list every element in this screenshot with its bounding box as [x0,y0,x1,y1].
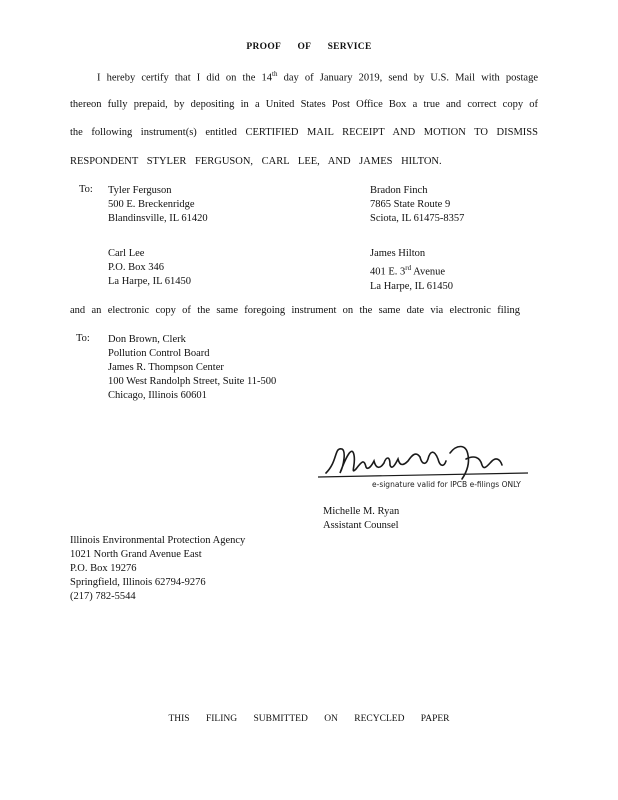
signature-note: e-signature valid for IPCB e-filings ONLY [372,480,521,489]
handwritten-signature [316,435,536,490]
recipient-ferguson: Tyler Ferguson 500 E. Breckenridge Blandinsville, IL 61420 [108,185,208,224]
certify-line-4: RESPONDENT STYLER FERGUSON, CARL LEE, AND JAMES HILTON. [70,156,442,167]
certify-line-1: I hereby certify that I did on the 14th day of January 2019, send by U.S. Mail with postage [97,70,538,84]
recipient-hilton: James Hilton 401 E. 3rd Avenue La Harpe, IL 61450 [370,248,453,292]
electronic-filing-line: and an electronic copy of the same foregoing instrument on the same date via electronic filing [70,305,520,316]
certify-line-3: the following instrument(s) entitled CERTIFIED MAIL RECEIPT AND MOTION TO DISMISS [70,127,538,138]
to-label: To: [79,184,93,195]
recipient-finch: Bradon Finch 7865 State Route 9 Sciota, IL 61475-8357 [370,185,465,224]
agency-address: Illinois Environmental Protection Agency 1021 North Grand Avenue East P.O. Box 19276 Springfield, Illinois 62794-9276 (217) 782-5544 [70,535,246,602]
certify-line-2: thereon fully prepaid, by depositing in a United States Post Office Box a true and correct copy of [70,99,538,110]
document-title: PROOF OF SERVICE [246,42,372,52]
signatory: Michelle M. Ryan Assistant Counsel [323,506,400,531]
to-label-clerk: To: [76,333,90,344]
recipient-lee: Carl Lee P.O. Box 346 La Harpe, IL 61450 [108,248,191,287]
footer-note: THIS FILING SUBMITTED ON RECYCLED PAPER [168,714,450,724]
clerk-address: Don Brown, Clerk Pollution Control Board James R. Thompson Center 100 West Randolph Street, Suite 11-500 Chicago, Illinois 60601 [108,334,277,401]
